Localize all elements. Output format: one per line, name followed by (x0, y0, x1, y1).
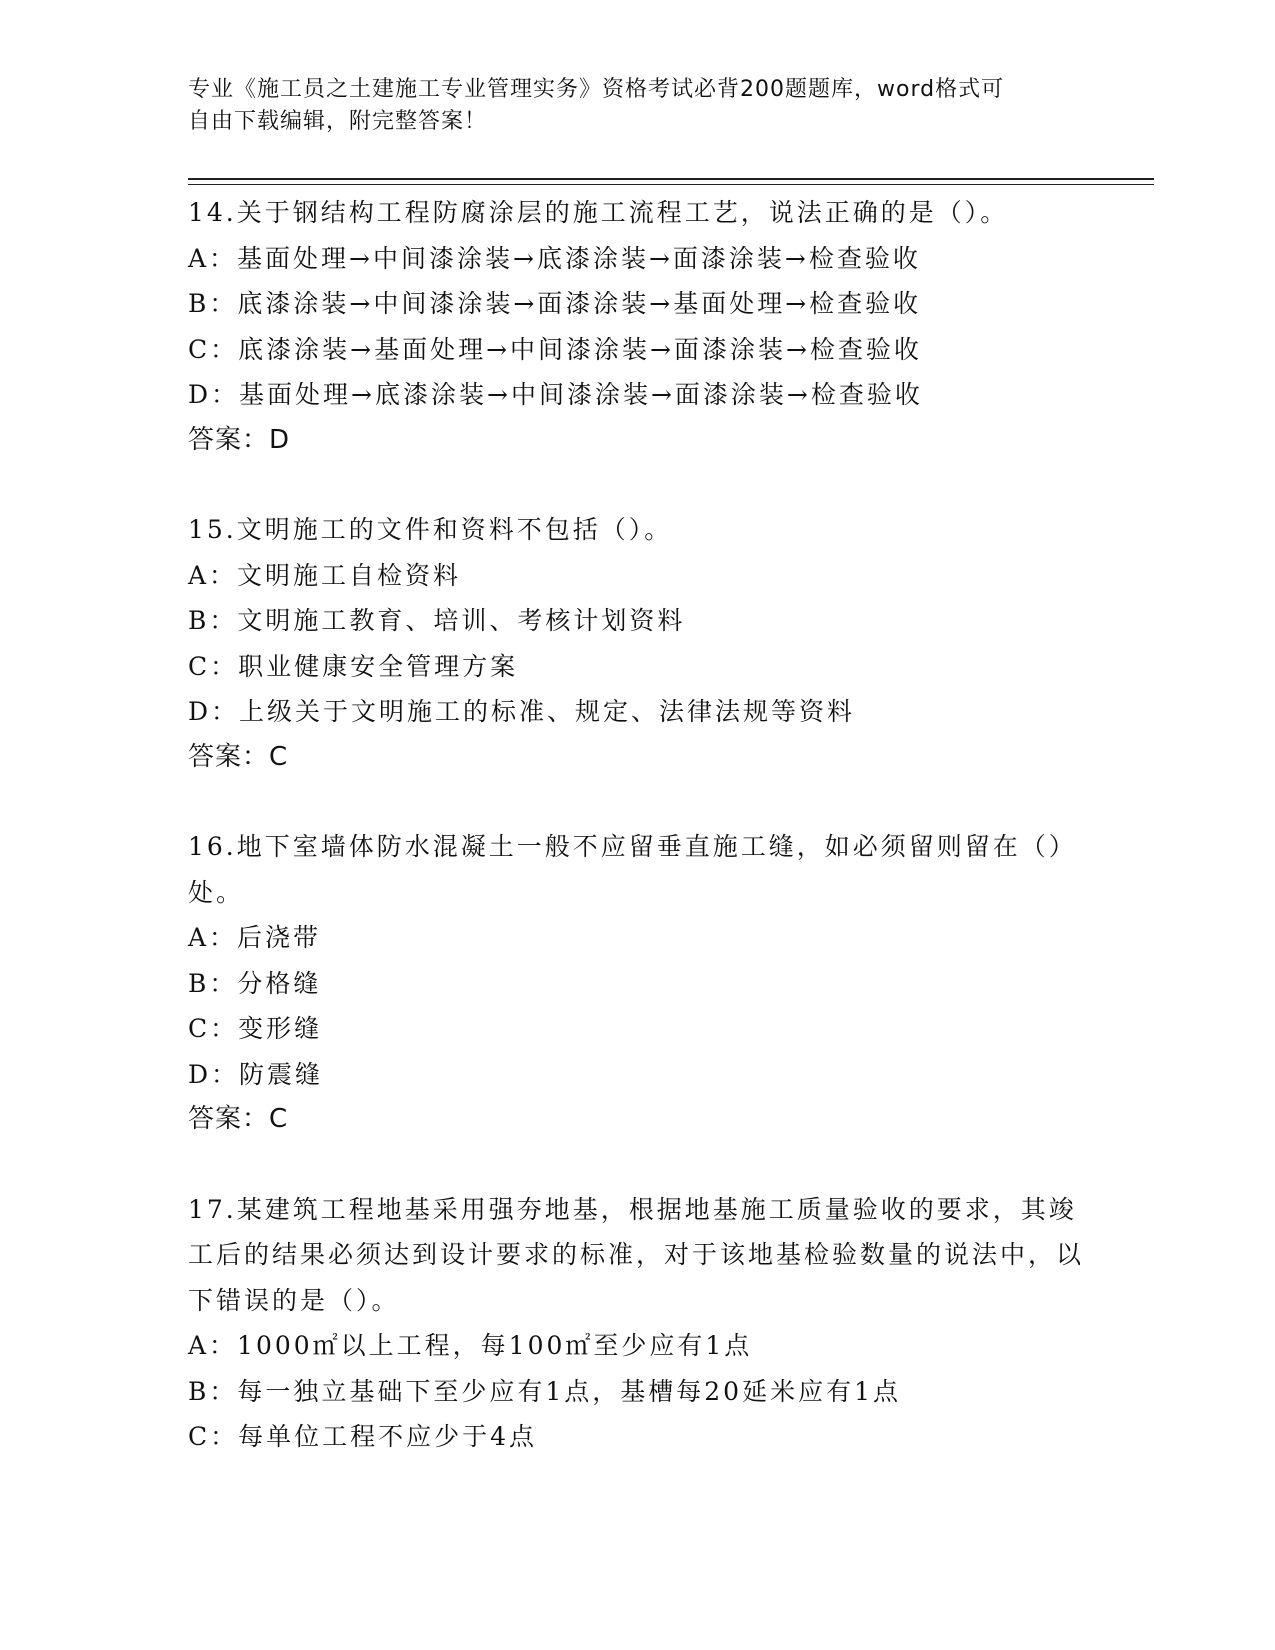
answer-label: 答案：D (188, 424, 291, 455)
option-c: C：变形缝 (188, 1014, 323, 1043)
option-b: B：每一独立基础下至少应有1点，基槽每20延米应有1点 (188, 1376, 901, 1406)
option-b: B：底漆涂装→中间漆涂装→面漆涂装→基面处理→检查验收 (188, 289, 922, 318)
option-b: B：分格缝 (188, 968, 322, 998)
option-d: D：防震缝 (188, 1059, 324, 1089)
option-b: B：文明施工教育、培训、考核计划资料 (188, 606, 686, 635)
option-d: D：基面处理→底漆涂装→中间漆涂装→面漆涂装→检查验收 (188, 380, 923, 409)
header-line-2: 自由下载编辑，附完整答案！ (188, 109, 488, 134)
question-list (188, 190, 1088, 1504)
question-15 (188, 507, 1088, 780)
question-text: 17.某建筑工程地基采用强夯地基，根据地基施工质量验收的要求，其竣工后的结果必须达到设计要求的标准，对于该地基检验数量的说法中，以下错误的是（）。 (188, 1194, 1085, 1315)
option-a: A：后浇带 (188, 923, 322, 952)
option-c: C：每单位工程不应少于4点 (188, 1422, 538, 1451)
header-divider (188, 178, 1154, 180)
answer-label: 答案：C (188, 741, 289, 772)
option-d: D：上级关于文明施工的标准、规定、法律法规等资料 (188, 697, 856, 726)
option-c: C：职业健康安全管理方案 (188, 651, 519, 681)
option-a: A：1000㎡以上工程，每100㎡至少应有1点 (188, 1331, 753, 1360)
document-header (188, 74, 1088, 138)
option-a: A：基面处理→中间漆涂装→底漆涂装→面漆涂装→检查验收 (188, 243, 921, 273)
question-text: 16.地下室墙体防水混凝土一般不应留垂直施工缝，如必须留则留在（）处。 (188, 832, 1077, 907)
header-divider-thin (188, 184, 1154, 185)
option-a: A：文明施工自检资料 (188, 560, 462, 590)
question-14 (188, 190, 1088, 463)
question-16 (188, 824, 1088, 1143)
answer-label: 答案：C (188, 1104, 289, 1134)
question-text: 14.关于钢结构工程防腐涂层的施工流程工艺，说法正确的是（）。 (188, 198, 1009, 227)
question-text: 15.文明施工的文件和资料不包括（）。 (188, 515, 673, 544)
question-17 (188, 1187, 1088, 1460)
option-c: C：底漆涂装→基面处理→中间漆涂装→面漆涂装→检查验收 (188, 334, 922, 364)
header-line-1: 专业《施工员之土建施工专业管理实务》资格考试必背200题题库，word格式可 (188, 77, 1005, 102)
